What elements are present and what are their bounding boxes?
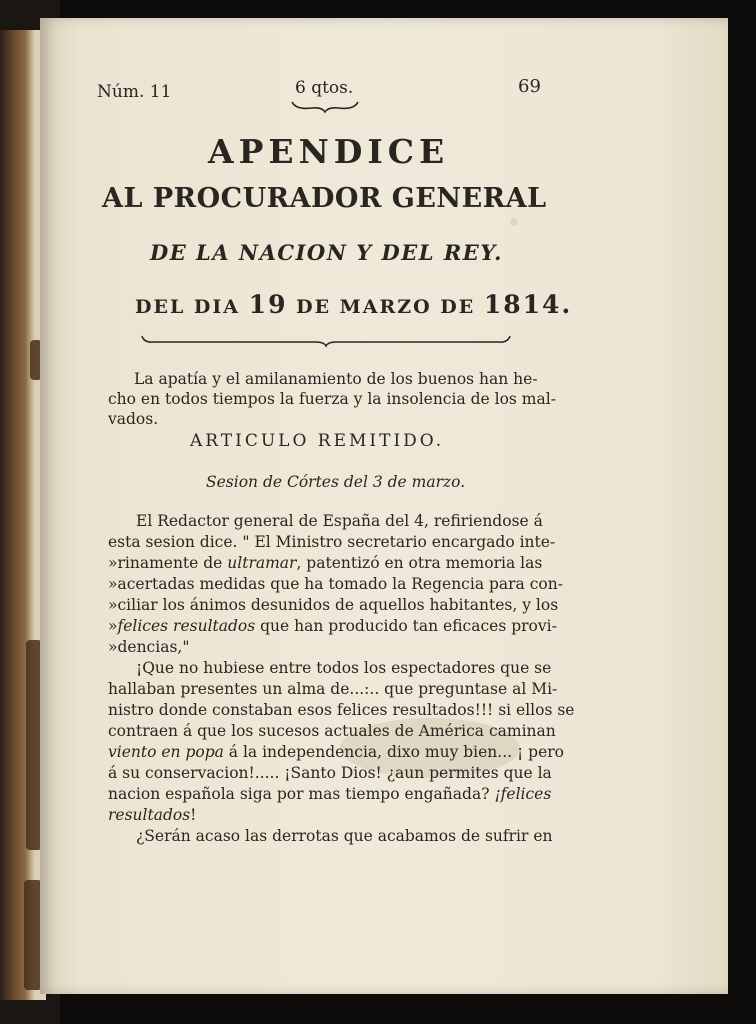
body-line: ¡Que no hubiese entre todos los espectadores que se xyxy=(136,659,552,677)
text-run: nacion española siga por mas tiempo engañada? xyxy=(108,785,495,803)
body-line: á su conservacion!..... ¡Santo Dios! ¿aun permites que la xyxy=(108,764,552,782)
body-line: hallaban presentes un alma de...:.. que preguntase al Mi- xyxy=(108,680,558,698)
body-line: »dencias," xyxy=(108,638,190,656)
date-month: DE MARZO DE xyxy=(296,296,476,318)
body-line: ¿Serán acaso las derrotas que acabamos de sufrir en xyxy=(136,827,553,845)
issue-number: Núm. 11 xyxy=(97,82,172,102)
title-date xyxy=(135,290,572,319)
paper-spot xyxy=(510,218,518,226)
section-subheading: Sesion de Córtes del 3 de marzo. xyxy=(206,473,466,491)
body-line xyxy=(108,785,551,803)
text-run: que han producido tan eficaces provi- xyxy=(255,617,557,635)
text-run: ! xyxy=(190,806,197,824)
body-line xyxy=(108,806,196,824)
epigraph-line: vados. xyxy=(108,410,159,428)
body-line: »ciliar los ánimos desunidos de aquellos habitantes, y los xyxy=(108,596,559,614)
date-year: 1814. xyxy=(483,290,573,319)
italic-run: felices resultados xyxy=(117,617,256,635)
document-page xyxy=(40,18,728,994)
epigraph-line: La apatía y el amilanamiento de los buenos han he- xyxy=(134,370,538,388)
title-apendice: APENDICE xyxy=(208,132,450,171)
text-run: »rinamente de xyxy=(108,554,228,572)
quire-count: 6 qtos. xyxy=(295,78,354,98)
header-brace-ornament xyxy=(290,98,360,114)
body-line: esta sesion dice. " El Ministro secretario encargado inte- xyxy=(108,533,556,551)
text-run: á la independencia, dixo muy bien... ¡ pero xyxy=(223,743,564,761)
italic-run: resultados xyxy=(108,806,191,824)
italic-run: ultramar xyxy=(227,554,297,572)
body-line xyxy=(108,743,564,761)
text-run: , patentizó en otra memoria las xyxy=(296,554,543,572)
section-heading: ARTICULO REMITIDO. xyxy=(190,431,445,451)
body-line: El Redactor general de España del 4, refiriendose á xyxy=(136,512,543,530)
body-line: contraen á que los sucesos actuales de América caminan xyxy=(108,722,556,740)
date-prefix: DEL DIA xyxy=(135,296,241,318)
body-line: »acertadas medidas que ha tomado la Regencia para con- xyxy=(108,575,563,593)
body-line: nistro donde constaban esos felices resultados!!! si ellos se xyxy=(108,701,575,719)
italic-run: viento en popa xyxy=(108,743,224,761)
body-line xyxy=(108,554,542,572)
text-run: » xyxy=(108,617,118,635)
epigraph-line: cho en todos tiempos la fuerza y la insolencia de los mal- xyxy=(108,390,556,408)
page-number: 69 xyxy=(518,76,541,97)
title-nacion: DE LA NACION Y DEL REY. xyxy=(150,240,503,265)
date-day: 19 xyxy=(248,290,288,319)
decorative-rule xyxy=(140,334,512,348)
italic-run: ¡felices xyxy=(494,785,552,803)
title-procurador: AL PROCURADOR GENERAL xyxy=(102,183,547,214)
body-line xyxy=(108,617,557,635)
